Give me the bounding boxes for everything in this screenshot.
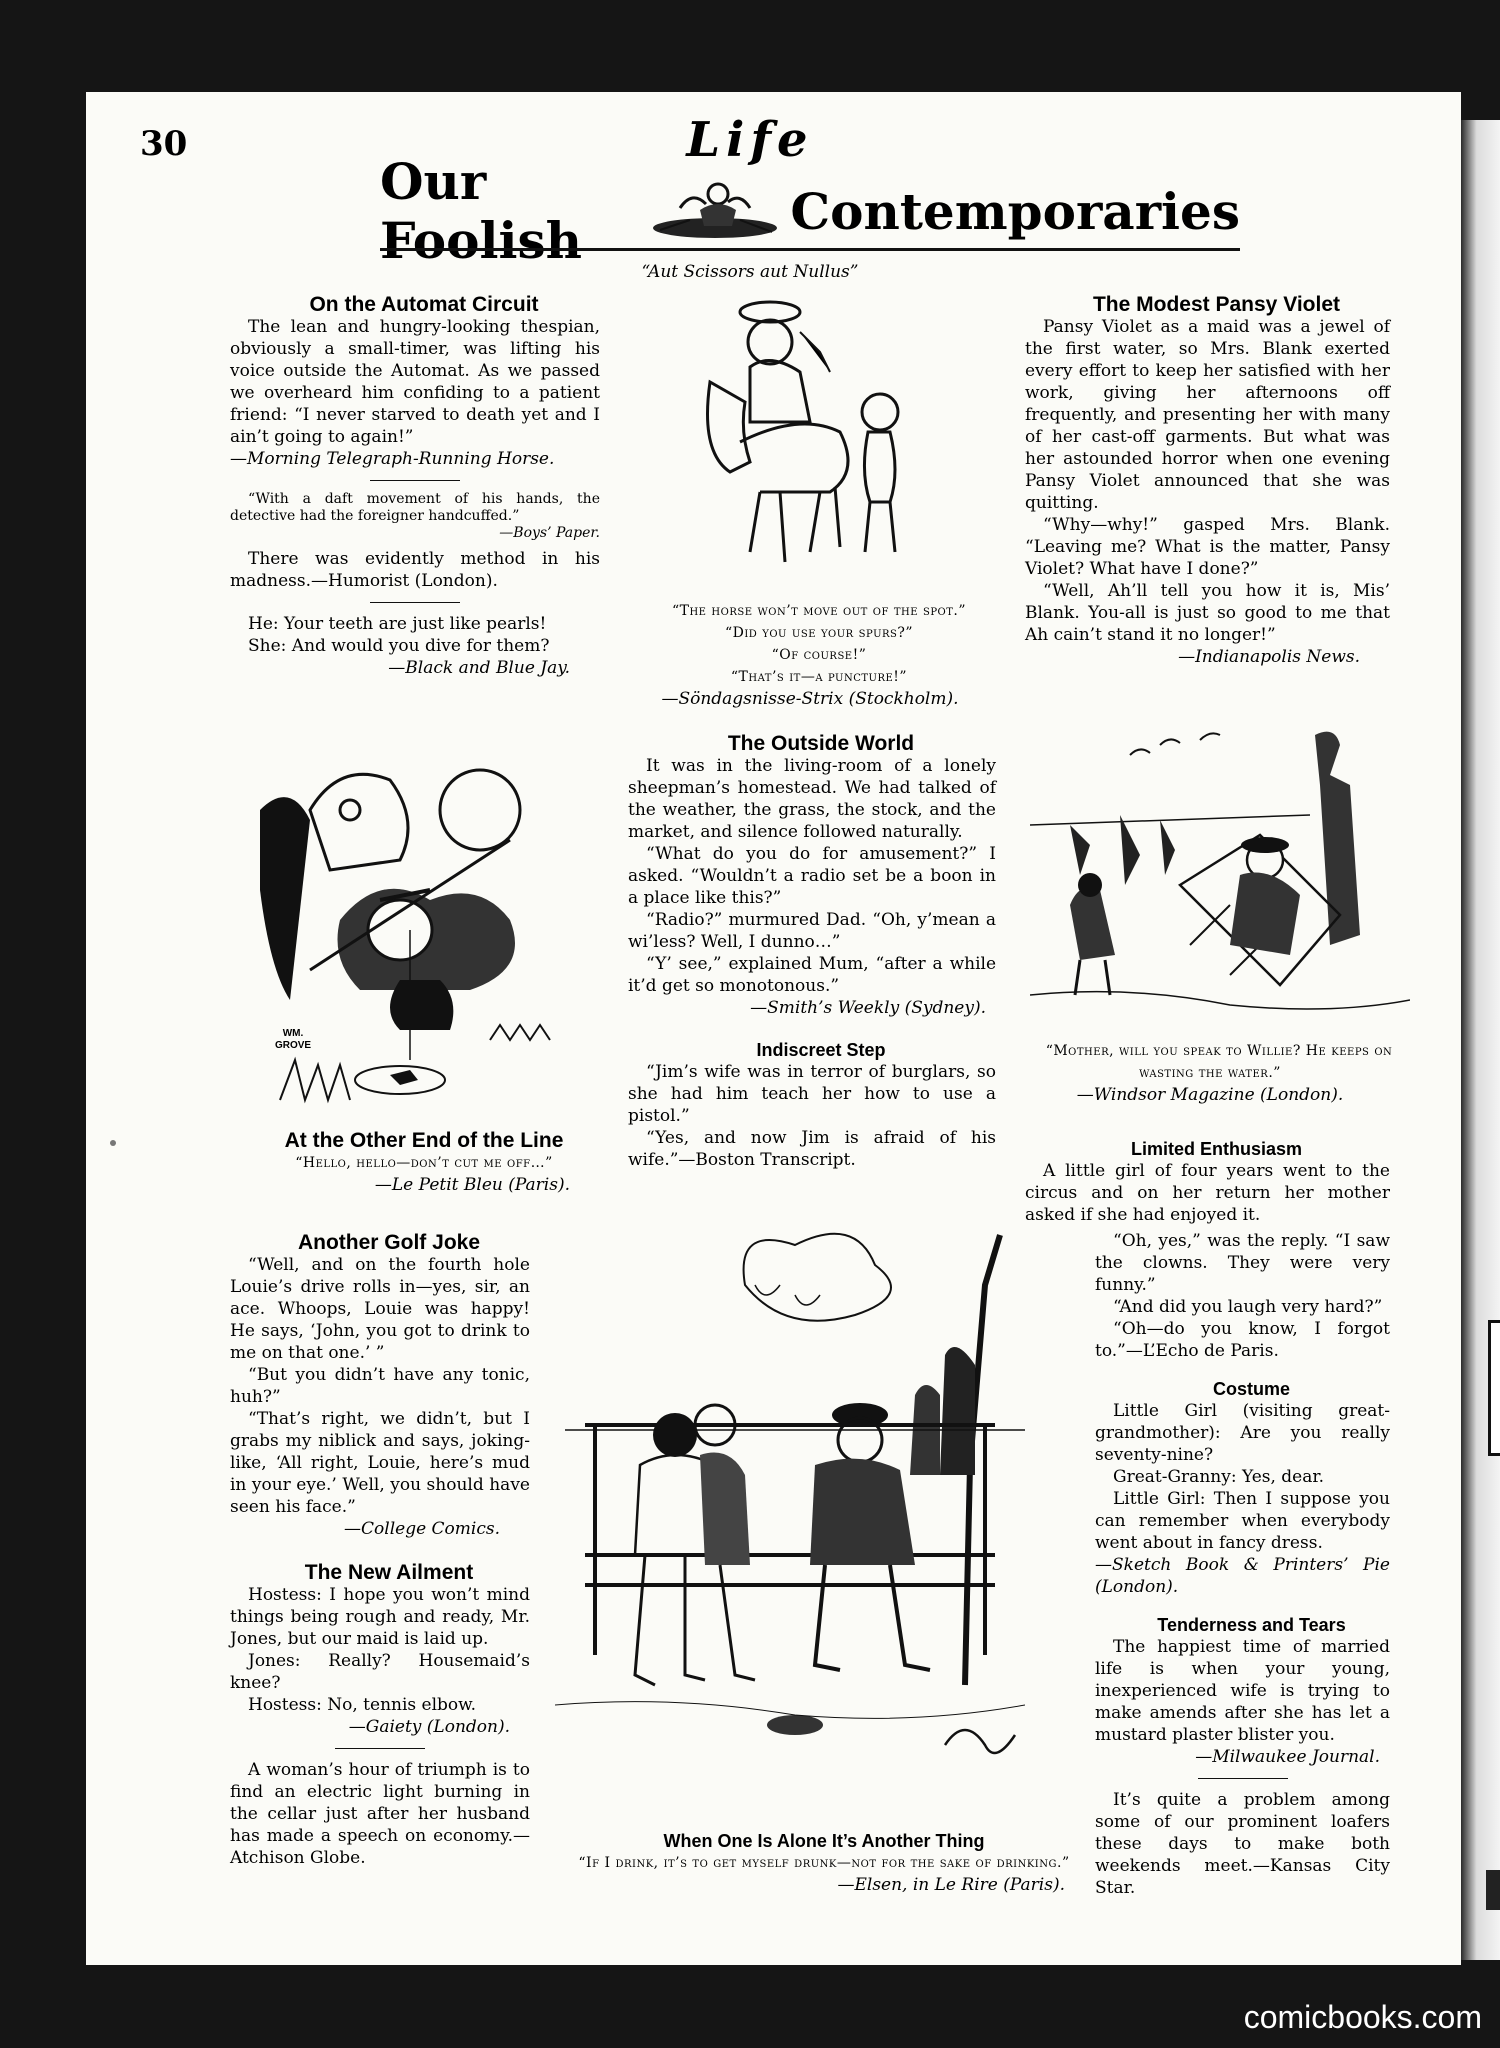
golf-source: —College Comics.: [344, 1519, 500, 1539]
masthead-life: Life: [686, 112, 814, 168]
outside-world-source: —Smith’s Weekly (Sydney).: [750, 998, 986, 1018]
limited-paragraph-3: “And did you laugh very hard?”: [1113, 1297, 1383, 1317]
page-edge-tab: [1488, 1320, 1500, 1456]
outside-world-title: The Outside World: [727, 732, 915, 755]
outside-world-paragraph-1: It was in the living-room of a lonely sheepman’s homestead. We had talked of the weather, the grass, the stock, and the market, and silence followed naturally.: [628, 756, 996, 842]
outside-world-paragraph-2: “What do you do for amusement?” I asked. “Wouldn’t a radio set be a boon in a place like this?”: [628, 844, 996, 908]
outside-world-paragraph-3: “Radio?” murmured Dad. “Oh, y’mean a wi’less? Well, I dunno…”: [628, 910, 996, 952]
ailment-paragraph-3: Hostess: No, tennis elbow.: [248, 1695, 477, 1715]
other-end-caption: “Hello, hello—don’t cut me off…”: [295, 1155, 553, 1171]
next-page-edge: [1461, 120, 1500, 1960]
limited-paragraph-1: A little girl of four years went to the circus and on her return her mother asked if she had enjoyed it.: [1025, 1161, 1390, 1225]
pansy-source: —Indianapolis News.: [1178, 647, 1360, 667]
beach-captions: [1025, 1040, 1395, 1106]
horse-cartoon: [690, 292, 930, 592]
fishing-cartoon: [250, 740, 590, 1105]
costume-source: —Sketch Book & Printers’ Pie (London).: [1095, 1555, 1390, 1597]
separator: [370, 480, 460, 481]
loafers-body: It’s quite a problem among some of our prominent loafers these days to make both weekends meet.—Kansas City Star.: [1095, 1790, 1390, 1898]
page-edge-mark: [1486, 1870, 1500, 1910]
right-column-bottom: [1095, 1230, 1390, 1899]
costume-paragraph-1: Little Girl (visiting great-grandmother): Are you really seventy-nine?: [1095, 1401, 1390, 1465]
golf-paragraph-3: “That’s right, we didn’t, but I grabs my niblick and says, joking-like, ‘All right, Louie, here’s mud in your eye.’ Well, you should have seen his face.”: [230, 1409, 530, 1517]
left-column-bottom: [230, 1232, 530, 1869]
method-body: There was evidently method in his madness.—Humorist (London).: [230, 549, 600, 591]
costume-paragraph-3: Little Girl: Then I suppose you can remember when everybody went about in fancy dress.: [1095, 1489, 1390, 1553]
park-bench-cartoon: [555, 1225, 1025, 1825]
pearls-he: He: Your teeth are just like pearls!: [248, 614, 547, 634]
ailment-source: —Gaiety (London).: [348, 1717, 510, 1737]
automat-source: —Morning Telegraph-Running Horse.: [230, 449, 555, 469]
beach-source: —Windsor Magazine (London).: [1076, 1085, 1344, 1105]
woman-body: A woman’s hour of triumph is to find an electric light burning in the cellar just after her husband has made a speech on economy.—Atchison Globe.: [230, 1760, 530, 1868]
pansy-paragraph-1: Pansy Violet as a maid was a jewel of the first water, so Mrs. Blank exerted every effort to keep her satisfied with her work, giving her afternoons off frequently, and presenting her with many of her cast-off garments. But what was her astounded horror when one evening Pansy Violet announced that she was quitting.: [1025, 317, 1390, 513]
tenderness-body: The happiest time of married life is when your young, inexperienced wife is trying to make amends after she has let a mustard plaster blister you.: [1095, 1637, 1390, 1745]
title-rule: [380, 248, 1240, 251]
costume-paragraph-2: Great-Granny: Yes, dear.: [1113, 1467, 1325, 1487]
horse-source: —Söndagsnisse-Strix (Stockholm).: [661, 689, 959, 709]
fishing-cartoon-signature: WM. GROVE: [274, 1028, 312, 1051]
limited-paragraph-4: “Oh—do you know, I forgot to.”—L’Echo de Paris.: [1095, 1319, 1390, 1361]
binding-hole: [110, 1140, 116, 1146]
right-column-top: [1025, 294, 1390, 668]
page-number: 30: [140, 124, 188, 164]
detective-source: —Boys’ Paper.: [499, 525, 600, 541]
section-title: [380, 152, 1240, 270]
beach-caption: “Mother, will you speak to Willie? He keeps on wasting the water.”: [1045, 1043, 1393, 1081]
limited-title: Limited Enthusiasm: [1130, 1139, 1303, 1159]
left-column-middle: [230, 1130, 600, 1196]
pansy-paragraph-2: “Why—why!” gasped Mrs. Blank. “Leaving me? What is the matter, Pansy Violet? What have I done?”: [1025, 515, 1390, 579]
pansy-paragraph-3: “Well, Ah’ll tell you how it is, Mis’ Blank. You-all is just so good to me that Ah cain’t stand it no longer!”: [1025, 581, 1390, 645]
ailment-paragraph-1: Hostess: I hope you won’t mind things being rough and ready, Mr. Jones, but our maid is laid up.: [230, 1585, 530, 1649]
limited-paragraph-2: “Oh, yes,” was the reply. “I saw the clowns. They were very funny.”: [1095, 1231, 1390, 1295]
tenderness-title: Tenderness and Tears: [1157, 1615, 1346, 1635]
golf-paragraph-2: “But you didn’t have any tonic, huh?”: [230, 1365, 530, 1407]
section-title-left: Our Foolish: [380, 152, 582, 270]
separator: [1198, 1778, 1288, 1779]
other-end-source: —Le Petit Bleu (Paris).: [374, 1175, 570, 1195]
horse-caption-2: “Did you use your spurs?”: [724, 625, 914, 641]
golf-paragraph-1: “Well, and on the fourth hole Louie’s drive rolls in—yes, sir, an ace. Whoops, Louie was happy! He says, ‘John, you got to drink to me on that one.’ ”: [230, 1255, 530, 1363]
horse-captions: [620, 600, 1000, 710]
bench-source: —Elsen, in Le Rire (Paris).: [837, 1875, 1065, 1895]
indiscreet-paragraph-2: “Yes, and now Jim is afraid of his wife.”—Boston Transcript.: [628, 1128, 996, 1170]
pearls-she: She: And would you dive for them?: [248, 636, 550, 656]
bench-caption: “If I drink, it’s to get myself drunk—not for the sake of drinking.”: [578, 1855, 1070, 1871]
horse-caption-1: “The horse won’t move out of the spot.”: [671, 603, 967, 619]
section-title-right: Contemporaries: [790, 181, 1240, 241]
ailment-paragraph-2: Jones: Really? Housemaid’s knee?: [230, 1651, 530, 1693]
limited-section: [1025, 1138, 1390, 1226]
section-motto: “Aut Scissors aut Nullus”: [641, 262, 859, 282]
beach-cartoon: [1030, 715, 1410, 1025]
ailment-title: The New Ailment: [304, 1561, 474, 1584]
separator: [335, 1748, 425, 1749]
cherub-logo-icon: [640, 180, 790, 242]
bench-captions: [555, 1830, 1075, 1896]
automat-title: On the Automat Circuit: [309, 293, 539, 316]
other-end-title: At the Other End of the Line: [284, 1129, 564, 1152]
costume-title: Costume: [1212, 1379, 1290, 1399]
horse-caption-4: “That’s it—a puncture!”: [730, 669, 908, 685]
indiscreet-paragraph-1: “Jim’s wife was in terror of burglars, so she had him teach her how to use a pistol.”: [628, 1062, 996, 1126]
horse-caption-3: “Of course!”: [771, 647, 867, 663]
bench-title: When One Is Alone It’s Another Thing: [663, 1831, 985, 1851]
detective-quote: “With a daft movement of his hands, the detective had the foreigner handcuffed.”: [230, 491, 600, 524]
middle-column-text: [628, 733, 996, 1171]
indiscreet-title: Indiscreet Step: [756, 1040, 886, 1060]
pearls-source: —Black and Blue Jay.: [388, 658, 570, 678]
outside-world-paragraph-4: “Y’ see,” explained Mum, “after a while it’d get so monotonous.”: [628, 954, 996, 996]
tenderness-source: —Milwaukee Journal.: [1195, 1747, 1380, 1767]
site-watermark: comicbooks.com: [1243, 1999, 1482, 2035]
golf-title: Another Golf Joke: [297, 1231, 481, 1254]
separator: [370, 602, 460, 603]
pansy-title: The Modest Pansy Violet: [1092, 293, 1340, 316]
left-column-top: [230, 294, 600, 679]
automat-body: The lean and hungry-looking thespian, obviously a small-timer, was lifting his voice outside the Automat. As we passed we overheard him confiding to a patient friend: “I never starved to death yet and I ain’t going to again!”: [230, 317, 600, 447]
